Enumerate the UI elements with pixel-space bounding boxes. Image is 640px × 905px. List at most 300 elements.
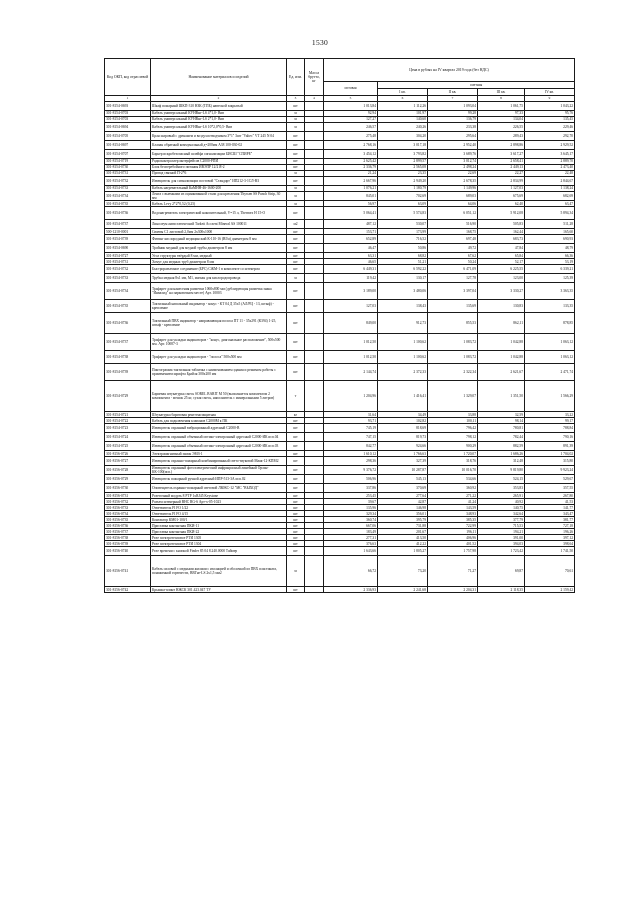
row-unit: шт	[287, 587, 305, 593]
row-price-wholesale: 92,94	[324, 111, 378, 117]
row-price-q1: 395,79	[378, 517, 428, 523]
row-price-q1: 73,20	[378, 556, 428, 587]
row-price-q4: 267,80	[525, 493, 575, 499]
row-unit: шт	[287, 457, 305, 466]
row-code: 301-8154-0737	[105, 334, 151, 351]
row-price-q1: 1 805,27	[378, 547, 428, 556]
row-mass	[305, 150, 324, 159]
row-price-wholesale: 153,71	[324, 229, 378, 235]
row-price-q1: 5 574,83	[378, 207, 428, 220]
table-row	[105, 466, 575, 475]
row-price-q1: 2 949,20	[378, 177, 428, 186]
row-price-q3: 52,17	[478, 259, 525, 265]
row-price-q4: 690,93	[525, 235, 575, 244]
row-price-q2: 1 329,07	[428, 381, 478, 412]
row-code: 301-8156-0732	[105, 499, 151, 505]
row-price-wholesale: 2 625,42	[324, 159, 378, 165]
row-price-q3: 194,21	[478, 529, 525, 535]
row-name: Трафарет для укладки индикаторов - "конус, диагональное расположение", 500х500 мм. Арт. 10087-3	[151, 334, 287, 351]
row-unit: шт	[287, 334, 305, 351]
row-price-q3: 6 225,55	[478, 265, 525, 274]
row-unit: м2	[287, 220, 305, 229]
row-name: Кабель универсальный КУНВнг-LS 2*1,0- Вив	[151, 117, 287, 123]
row-price-q2: 2 678,35	[428, 177, 478, 186]
row-name: Кабель силовой с медными жилами с изоляцией и оболочкой из ПВХ пластиката, пониженной горючести, ВВГнг-LS 2х1,5 мм2	[151, 556, 287, 587]
row-price-q4: 3 645,17	[525, 150, 575, 159]
row-code: 301-8154-0703	[105, 111, 151, 117]
row-price-q4: 165,60	[525, 229, 575, 235]
row-price-q4: 343,47	[525, 511, 575, 517]
row-price-q1: 356,01	[378, 511, 428, 517]
row-price-q4: 529,67	[525, 475, 575, 484]
table-row	[105, 123, 575, 132]
row-mass	[305, 102, 324, 111]
column-index: 5	[324, 96, 378, 102]
row-code: 301-8154-0731	[105, 171, 151, 177]
row-name: Блок бесперебойного питания ИВЭПР 12/2 Я-2	[151, 165, 287, 171]
row-unit: шт	[287, 499, 305, 505]
row-mass	[305, 265, 324, 274]
row-price-q2: 385,35	[428, 517, 478, 523]
row-unit: м	[287, 117, 305, 123]
row-price-q2: 143,59	[428, 505, 478, 511]
row-price-q2: 798,12	[428, 433, 478, 442]
row-price-q1: 51,21	[378, 259, 428, 265]
row-unit: шт	[287, 177, 305, 186]
row-price-q1: 413,50	[378, 535, 428, 541]
row-price-wholesale: 1 012,50	[324, 351, 378, 364]
row-name: Кабель универсальный КУНВнг-LS 10*2,0*0,5- Вив	[151, 123, 287, 132]
row-code: 301-8154-0697	[105, 141, 151, 150]
row-price-q1: 412,22	[378, 541, 428, 547]
row-name: Трафарет для укладки индикаторов - "полоса" 500х500 мм	[151, 351, 287, 364]
row-price-q1: 530,07	[378, 220, 428, 229]
row-unit: шт	[287, 229, 305, 235]
row-unit: шт	[287, 418, 305, 424]
row-price-q3: 2 834,99	[478, 177, 525, 186]
table-row	[105, 313, 575, 334]
row-price-q1: 818,69	[378, 424, 428, 433]
row-price-q1: 138,43	[378, 300, 428, 313]
row-unit: шт	[287, 259, 305, 265]
header-name: Наименование материалов и изделий	[151, 59, 287, 96]
row-mass	[305, 466, 324, 475]
row-price-q2: 516,90	[428, 220, 478, 229]
row-code: 301-8156-0728	[105, 466, 151, 475]
row-code: 301-8156-0731	[105, 493, 151, 499]
row-price-q3: 22,27	[478, 171, 525, 177]
row-price-q2: 2 498,24	[428, 165, 478, 171]
row-price-q2: 855,53	[428, 313, 478, 334]
row-price-q3: 226,55	[478, 123, 525, 132]
row-price-wholesale: 63,31	[324, 253, 378, 259]
row-price-q1: 173,99	[378, 229, 428, 235]
row-unit: шт	[287, 466, 305, 475]
table-row	[105, 220, 575, 229]
row-price-q2: 135,69	[428, 300, 478, 313]
row-unit: шт	[287, 253, 305, 259]
row-code: 301-8154-0723	[105, 424, 151, 433]
row-code: 301-8154-0735	[105, 300, 151, 313]
row-name: Барьер искробезопасный шлейфа сигнализации БИСШ "СПИРЕ"	[151, 150, 287, 159]
row-price-wholesale: 2 336,79	[324, 165, 378, 171]
row-price-q3: 2 449,13	[478, 165, 525, 171]
table-row	[105, 192, 575, 201]
row-price-q4: 66,36	[525, 253, 575, 259]
row-mass	[305, 283, 324, 300]
table-row	[105, 177, 575, 186]
row-code: 301-8154-0694	[105, 123, 151, 132]
row-unit: м	[287, 123, 305, 132]
row-name: Клапан обратный коммунальный д=200мм A38 100-030-02	[151, 141, 287, 150]
row-price-q3: 1 061,75	[478, 102, 525, 111]
row-mass	[305, 484, 324, 493]
row-price-q4: 229,46	[525, 123, 575, 132]
column-index: 8	[478, 96, 525, 102]
row-name: Розеточный модуль 8 РТР 1хRJ45 Keystone	[151, 493, 287, 499]
row-unit: м	[287, 171, 305, 177]
row-unit: шт	[287, 424, 305, 433]
row-price-q1: 34,49	[378, 412, 428, 418]
row-price-q1: 1 766,63	[378, 451, 428, 457]
row-mass	[305, 177, 324, 186]
row-price-q3: 140,75	[478, 505, 525, 511]
row-name: Бариевая штукатурка смесь SOREL BARIT M 50 (выполняется комплектом 2 компонента - мешок 25 кг, сухая смесь, наполнитель с минеральными 5 литров)	[151, 381, 287, 412]
row-price-q3: 65,84	[478, 253, 525, 259]
row-price-q3: 9 819,80	[478, 466, 525, 475]
row-name: Извещатель охранный фотоэлектрический инфракрасный линейный Орлан-КК-100(исп.)	[151, 466, 287, 475]
row-code: 301-8154-0724	[105, 433, 151, 442]
row-price-q2: 2 204,31	[428, 587, 478, 593]
row-price-q4: 2 889,70	[525, 159, 575, 165]
row-price-q2: 3 012,74	[428, 159, 478, 165]
row-mass	[305, 475, 324, 484]
row-price-q3: 134,04	[478, 117, 525, 123]
row-price-q4: 135,45	[525, 117, 575, 123]
row-price-q1: 2 372,33	[378, 364, 428, 381]
row-price-q2: 534,66	[428, 475, 478, 484]
table-row	[105, 351, 575, 364]
row-name: Тактильный ПВХ индикатор - направляющая полоса ПТ 11 - 35х291 (К394) 1-25, штыф - крепление	[151, 313, 287, 334]
row-code: 301-8154-0734	[105, 283, 151, 300]
row-price-q2: 2 952,40	[428, 141, 478, 150]
row-price-q2: 33,88	[428, 412, 478, 418]
row-unit: шт	[287, 535, 305, 541]
row-code: 301-8156-0733	[105, 505, 151, 511]
header-wholesale: оптовая	[324, 82, 378, 96]
row-name: Водонагреватель электрический накопительный, V=15 л, Thermex H 15-O	[151, 207, 287, 220]
row-name: Трафарет для нанесения разметки 1060х800 мм (дублирующая разметка знака "Инвалид" на парковочном месте) Арт. 10003	[151, 283, 287, 300]
row-price-wholesale: 487,12	[324, 220, 378, 229]
row-price-q3: 162,44	[478, 229, 525, 235]
row-price-q3: 98,14	[478, 418, 525, 424]
row-mass	[305, 207, 324, 220]
row-name: Провод связной П-2*6	[151, 171, 287, 177]
row-price-q1: 3 480,06	[378, 283, 428, 300]
row-price-wholesale: 1 610,12	[324, 451, 378, 457]
row-price-q3: 2 621,67	[478, 364, 525, 381]
row-price-wholesale: 246,57	[324, 123, 378, 132]
row-unit: шт	[287, 235, 305, 244]
row-price-q1: 277,64	[378, 493, 428, 499]
row-unit: шт	[287, 300, 305, 313]
row-price-q4: 53,19	[525, 259, 575, 265]
column-index: 7	[428, 96, 478, 102]
row-price-q3: 683,73	[478, 235, 525, 244]
row-code: 301-8156-0736	[105, 523, 151, 529]
table-row	[105, 442, 575, 451]
row-mass	[305, 300, 324, 313]
row-price-q2: 196,11	[428, 529, 478, 535]
row-price-q3: 342,64	[478, 511, 525, 517]
row-price-q3: 312,48	[478, 457, 525, 466]
row-price-wholesale: 3 454,12	[324, 150, 378, 159]
row-price-q2: 100,11	[428, 418, 478, 424]
row-mass	[305, 587, 324, 593]
row-price-q4: 315,80	[525, 457, 575, 466]
row-price-q3: 3 617,27	[478, 150, 525, 159]
column-index: 6	[378, 96, 428, 102]
row-price-wholesale: 1 012,50	[324, 334, 378, 351]
row-mass	[305, 334, 324, 351]
row-name: Хомут для медных труб диаметром 8 мм	[151, 259, 287, 265]
row-mass	[305, 457, 324, 466]
row-unit: шт	[287, 102, 305, 111]
row-price-q1: 327,39	[378, 457, 428, 466]
row-name: Извещатель охранный вибрационный адресный С2000-В	[151, 424, 287, 433]
row-price-q2: 406,96	[428, 535, 478, 541]
row-price-q4: 788,84	[525, 424, 575, 433]
row-price-q3: 1 351,50	[478, 381, 525, 412]
row-mass	[305, 192, 324, 201]
row-price-q1: 1 180,79	[378, 186, 428, 192]
row-price-wholesale: 298,36	[324, 457, 378, 466]
row-price-q4: 48,79	[525, 244, 575, 253]
column-index: 9	[525, 96, 575, 102]
row-unit: м	[287, 192, 305, 201]
row-price-q3: 5 912,08	[478, 207, 525, 220]
row-price-wholesale: 747,15	[324, 433, 378, 442]
row-price-q1: 731,88	[378, 523, 428, 529]
table-row	[105, 547, 575, 556]
row-code: 301-8154-0733	[105, 186, 151, 192]
row-price-q4: 5 894,34	[525, 207, 575, 220]
row-price-q3: 2 118,35	[478, 587, 525, 593]
table-row	[105, 244, 575, 253]
row-mass	[305, 442, 324, 451]
table-row	[105, 132, 575, 141]
row-code: 301-8154-0703	[105, 117, 151, 123]
row-price-wholesale: 127,27	[324, 117, 378, 123]
row-price-q2: 6 051,12	[428, 207, 478, 220]
row-price-wholesale: 9 376,72	[324, 466, 378, 475]
row-price-q1: 3 793,82	[378, 150, 428, 159]
table-row	[105, 424, 575, 433]
row-price-q1: 6 592,22	[378, 265, 428, 274]
row-price-q1: 1 416,41	[378, 381, 428, 412]
row-code: 301-8154-0707	[105, 150, 151, 159]
row-name: Кабель универсальный КУНВнг-LS 4*1,0- Вив	[151, 111, 287, 117]
row-price-wholesale: 1 013,84	[324, 102, 378, 111]
row-price-q3: 1 723,42	[478, 547, 525, 556]
row-price-wholesale: 849,00	[324, 313, 378, 334]
header-quarter-4: IV кв.	[525, 89, 575, 96]
row-code: 301-8154-0736	[105, 207, 151, 220]
row-price-q1: 912,73	[378, 313, 428, 334]
row-price-q2: 722,99	[428, 523, 478, 529]
row-name: Кабель для подключения клапанов С2000М к ПК	[151, 418, 287, 424]
row-price-wholesale: 667,06	[324, 523, 378, 529]
row-unit: шт	[287, 150, 305, 159]
row-price-wholesale: 277,31	[324, 535, 378, 541]
row-price-q2: 1 083,72	[428, 351, 478, 364]
row-price-q4: 357,55	[525, 484, 575, 493]
row-price-q1: 2 565,08	[378, 165, 428, 171]
row-code: 301-8156-0734	[105, 511, 151, 517]
table-row	[105, 283, 575, 300]
row-price-q4: 9 923,24	[525, 466, 575, 475]
row-price-q3: 782,44	[478, 433, 525, 442]
table-row	[105, 381, 575, 412]
row-code: 301-8154-0705	[105, 132, 151, 141]
row-price-q1: 201,67	[378, 529, 428, 535]
row-price-q2: 401,52	[428, 541, 478, 547]
column-index: 3	[287, 96, 305, 102]
row-price-q3: 394,03	[478, 541, 525, 547]
row-price-q3: 3 330,27	[478, 283, 525, 300]
row-mass	[305, 244, 324, 253]
table-row	[105, 587, 575, 593]
row-name: Сваевы С1 листовой 2,0мм 2х300х1000	[151, 229, 287, 235]
row-mass	[305, 351, 324, 364]
row-price-wholesale: 329,34	[324, 511, 378, 517]
row-mass	[305, 547, 324, 556]
row-price-wholesale: 21,24	[324, 171, 378, 177]
row-name: Извещатель пожарный ручной адресный ИПР-513-3А исп.02	[151, 475, 287, 484]
row-price-q1: 68,82	[378, 253, 428, 259]
row-price-wholesale: 183,49	[324, 529, 378, 535]
header-unit: Ед. изм.	[287, 59, 305, 96]
row-price-q2: 1 093,04	[428, 102, 478, 111]
table-row	[105, 102, 575, 111]
row-price-wholesale: 3 189,00	[324, 283, 378, 300]
row-price-q4: 22,48	[525, 171, 575, 177]
row-price-wholesale: 93,71	[324, 418, 378, 424]
row-price-q2: 295,64	[428, 132, 478, 141]
row-mass	[305, 274, 324, 283]
row-name: Штукатурка баритовая рентгенозащитная	[151, 412, 287, 418]
row-code: 301-8154-0739	[105, 364, 151, 381]
row-price-q4: 397,12	[525, 535, 575, 541]
row-unit: шт	[287, 493, 305, 499]
row-price-q1: 146,98	[378, 505, 428, 511]
table-row	[105, 364, 575, 381]
row-price-q4: 33,22	[525, 412, 575, 418]
row-price-q2: 168,75	[428, 229, 478, 235]
row-name: Кабель Lvvy 2*2*0,52 (0,25)	[151, 201, 287, 207]
row-unit: шт	[287, 547, 305, 556]
row-price-q3: 1 042,88	[478, 351, 525, 364]
row-price-q3: 97,33	[478, 111, 525, 117]
row-code: 301-8156-0727	[105, 457, 151, 466]
row-unit: м	[287, 186, 305, 192]
row-price-q1: 140,60	[378, 117, 428, 123]
row-unit: шт	[287, 451, 305, 457]
row-price-q4: 1 741,50	[525, 547, 575, 556]
row-price-q4: 125,39	[525, 274, 575, 283]
row-price-q4: 1 063,12	[525, 351, 575, 364]
row-price-q2: 900,29	[428, 442, 478, 451]
price-table	[104, 58, 575, 593]
column-index: 4	[305, 96, 324, 102]
row-name: Извещатель охранный объемный оптико-электронный адресный С2000-ИК исп.04	[151, 433, 287, 442]
row-name: Контактор КМ01-100/1	[151, 517, 287, 523]
row-code: 301-8154-0690	[105, 244, 151, 253]
row-mass	[305, 433, 324, 442]
row-price-wholesale: 337,86	[324, 484, 378, 493]
row-name: Приставка контактная ПКИ-22	[151, 529, 287, 535]
row-name: Реле электротепловое РТИ 1305	[151, 535, 287, 541]
row-price-q4: 133,35	[525, 300, 575, 313]
table-row	[105, 300, 575, 313]
column-index: 1	[105, 96, 151, 102]
table-row	[105, 265, 575, 274]
row-name: Угол структуры твёрдый 8 мм, медный	[151, 253, 287, 259]
row-code: 301-8154-0732	[105, 177, 151, 186]
row-code: 301-8156-0735	[105, 517, 151, 523]
row-price-q4: 1 566,29	[525, 381, 575, 412]
row-price-wholesale: 1 076,21	[324, 186, 378, 192]
header-mass: Масса брутто, кг	[305, 59, 324, 96]
row-price-wholesale: 745,19	[324, 424, 378, 433]
row-price-q2: 67,62	[428, 253, 478, 259]
row-price-q1: 63,09	[378, 201, 428, 207]
row-price-q4: 2 471,74	[525, 364, 575, 381]
row-price-q2: 1 720,07	[428, 451, 478, 457]
row-price-wholesale: 6 449,31	[324, 265, 378, 274]
row-code: 301-8156-0737	[105, 529, 151, 535]
row-price-q3: 40,92	[478, 499, 525, 505]
row-name: Линолеум антистатический Tarkett Acczent Mineral AS 100011	[151, 220, 287, 229]
row-price-q4: 95,76	[525, 111, 575, 117]
row-price-q2: 136,79	[428, 117, 478, 123]
row-code: 301-8154-0730	[105, 165, 151, 171]
row-unit: м	[287, 201, 305, 207]
table-row	[105, 207, 575, 220]
row-price-q4: 2 159,42	[525, 587, 575, 593]
row-price-q2: 318,76	[428, 457, 478, 466]
row-price-q3: 32,59	[478, 412, 525, 418]
row-price-q2: 689,03	[428, 192, 478, 201]
row-price-q1: 102,82	[378, 418, 428, 424]
row-unit: м	[287, 556, 305, 587]
row-unit: шт	[287, 511, 305, 517]
row-unit: шт	[287, 244, 305, 253]
row-price-q3: 130,83	[478, 300, 525, 313]
row-price-q1: 2 899,57	[378, 159, 428, 165]
row-price-q3: 862,11	[478, 313, 525, 334]
row-code: 301-8154-0732	[105, 265, 151, 274]
row-price-wholesale: 376,63	[324, 541, 378, 547]
row-unit: шт	[287, 517, 305, 523]
row-price-wholesale: 1 643,66	[324, 547, 378, 556]
row-unit: шт	[287, 141, 305, 150]
row-price-q4: 41,53	[525, 499, 575, 505]
row-price-q2: 697,48	[428, 235, 478, 244]
row-price-q3: 1 042,88	[478, 334, 525, 351]
row-unit: шт	[287, 475, 305, 484]
row-price-q2: 3 689,76	[428, 150, 478, 159]
